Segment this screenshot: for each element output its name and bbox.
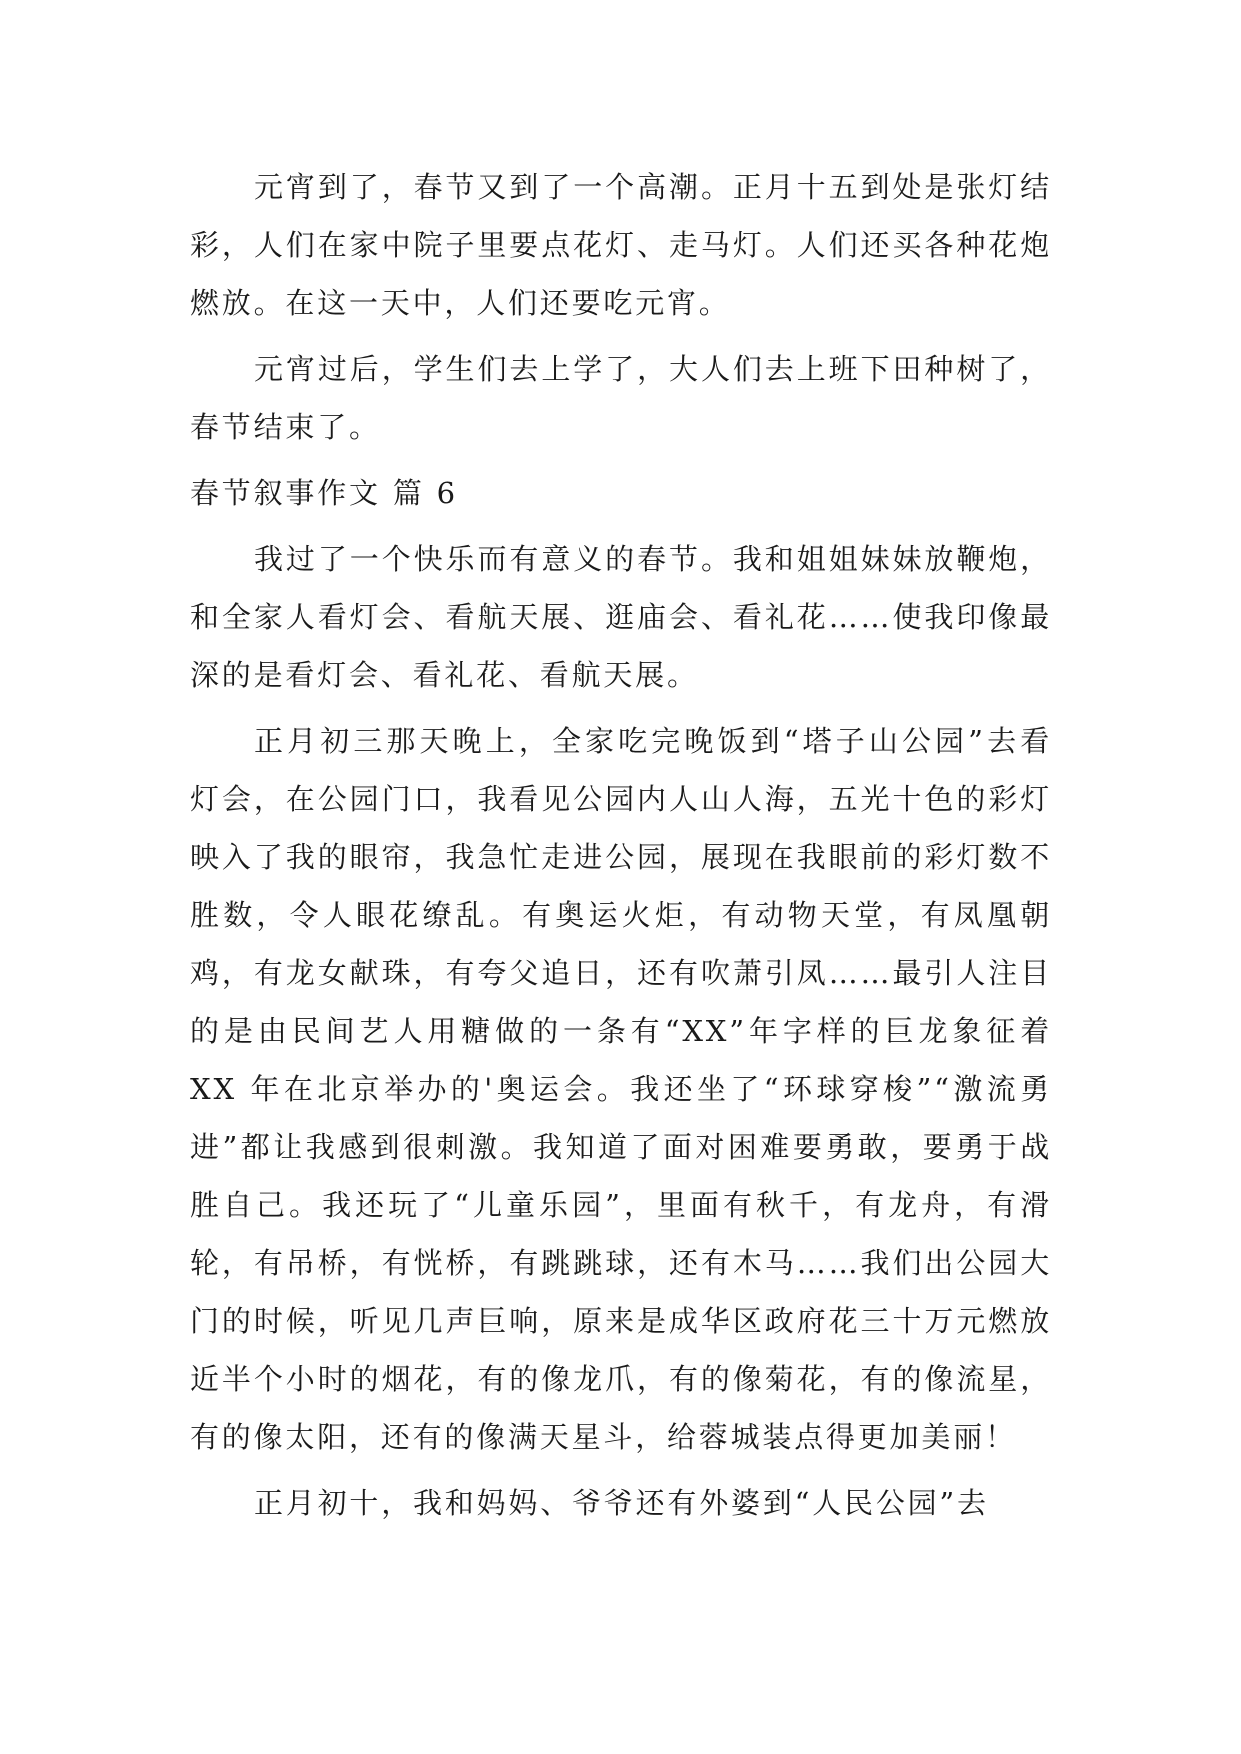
paragraph-day-ten: 正月初十，我和妈妈、爷爷还有外婆到“人民公园”去	[254, 1486, 989, 1520]
paragraph-intro: 我过了一个快乐而有意义的春节。我和姐姐妹妹放鞭炮，和全家人看灯会、看航天展、逛庙会、看礼花……使我印像最深的是看灯会、看礼花、看航天展。	[190, 542, 1052, 692]
paragraph-lantern-show: 正月初三那天晚上，全家吃完晚饭到“塔子山公园”去看灯会，在公园门口，我看见公园内人山人海，五光十色的彩灯映入了我的眼帘，我急忙走进公园，展现在我眼前的彩灯数不胜数，令人眼花缭乱。有奥运火炬，有动物天堂，有凤凰朝鸡，有龙女献珠，有夸父追日，还有吹萧引凤……最引人注目的是由民间艺人用糖做的一条有“XX”年字样的巨龙象征着 XX 年在北京举办的'奥运会。我还坐了“环球穿梭”“激流勇进”都让我感到很刺激。我知道了面对困难要勇敢，要勇于战胜自己。我还玩了“儿童乐园”，里面有秋千，有龙舟，有滑轮，有吊桥，有恍桥，有跳跳球，还有木马……我们出公园大门的时候，听见几声巨响，原来是成华区政府花三十万元燃放近半个小时的烟花，有的像龙爪，有的像菊花，有的像流星，有的像太阳，还有的像满天星斗，给蓉城装点得更加美丽！	[190, 724, 1052, 1454]
document-body	[190, 158, 1052, 1540]
paragraph-festival-end: 元宵过后，学生们去上学了，大人们去上班下田种树了，春节结束了。	[190, 352, 1052, 444]
essay-heading: 春节叙事作文 篇 6	[190, 476, 458, 510]
paragraph-lantern-festival: 元宵到了，春节又到了一个高潮。正月十五到处是张灯结彩，人们在家中院子里要点花灯、走马灯。人们还买各种花炮燃放。在这一天中，人们还要吃元宵。	[190, 170, 1052, 320]
